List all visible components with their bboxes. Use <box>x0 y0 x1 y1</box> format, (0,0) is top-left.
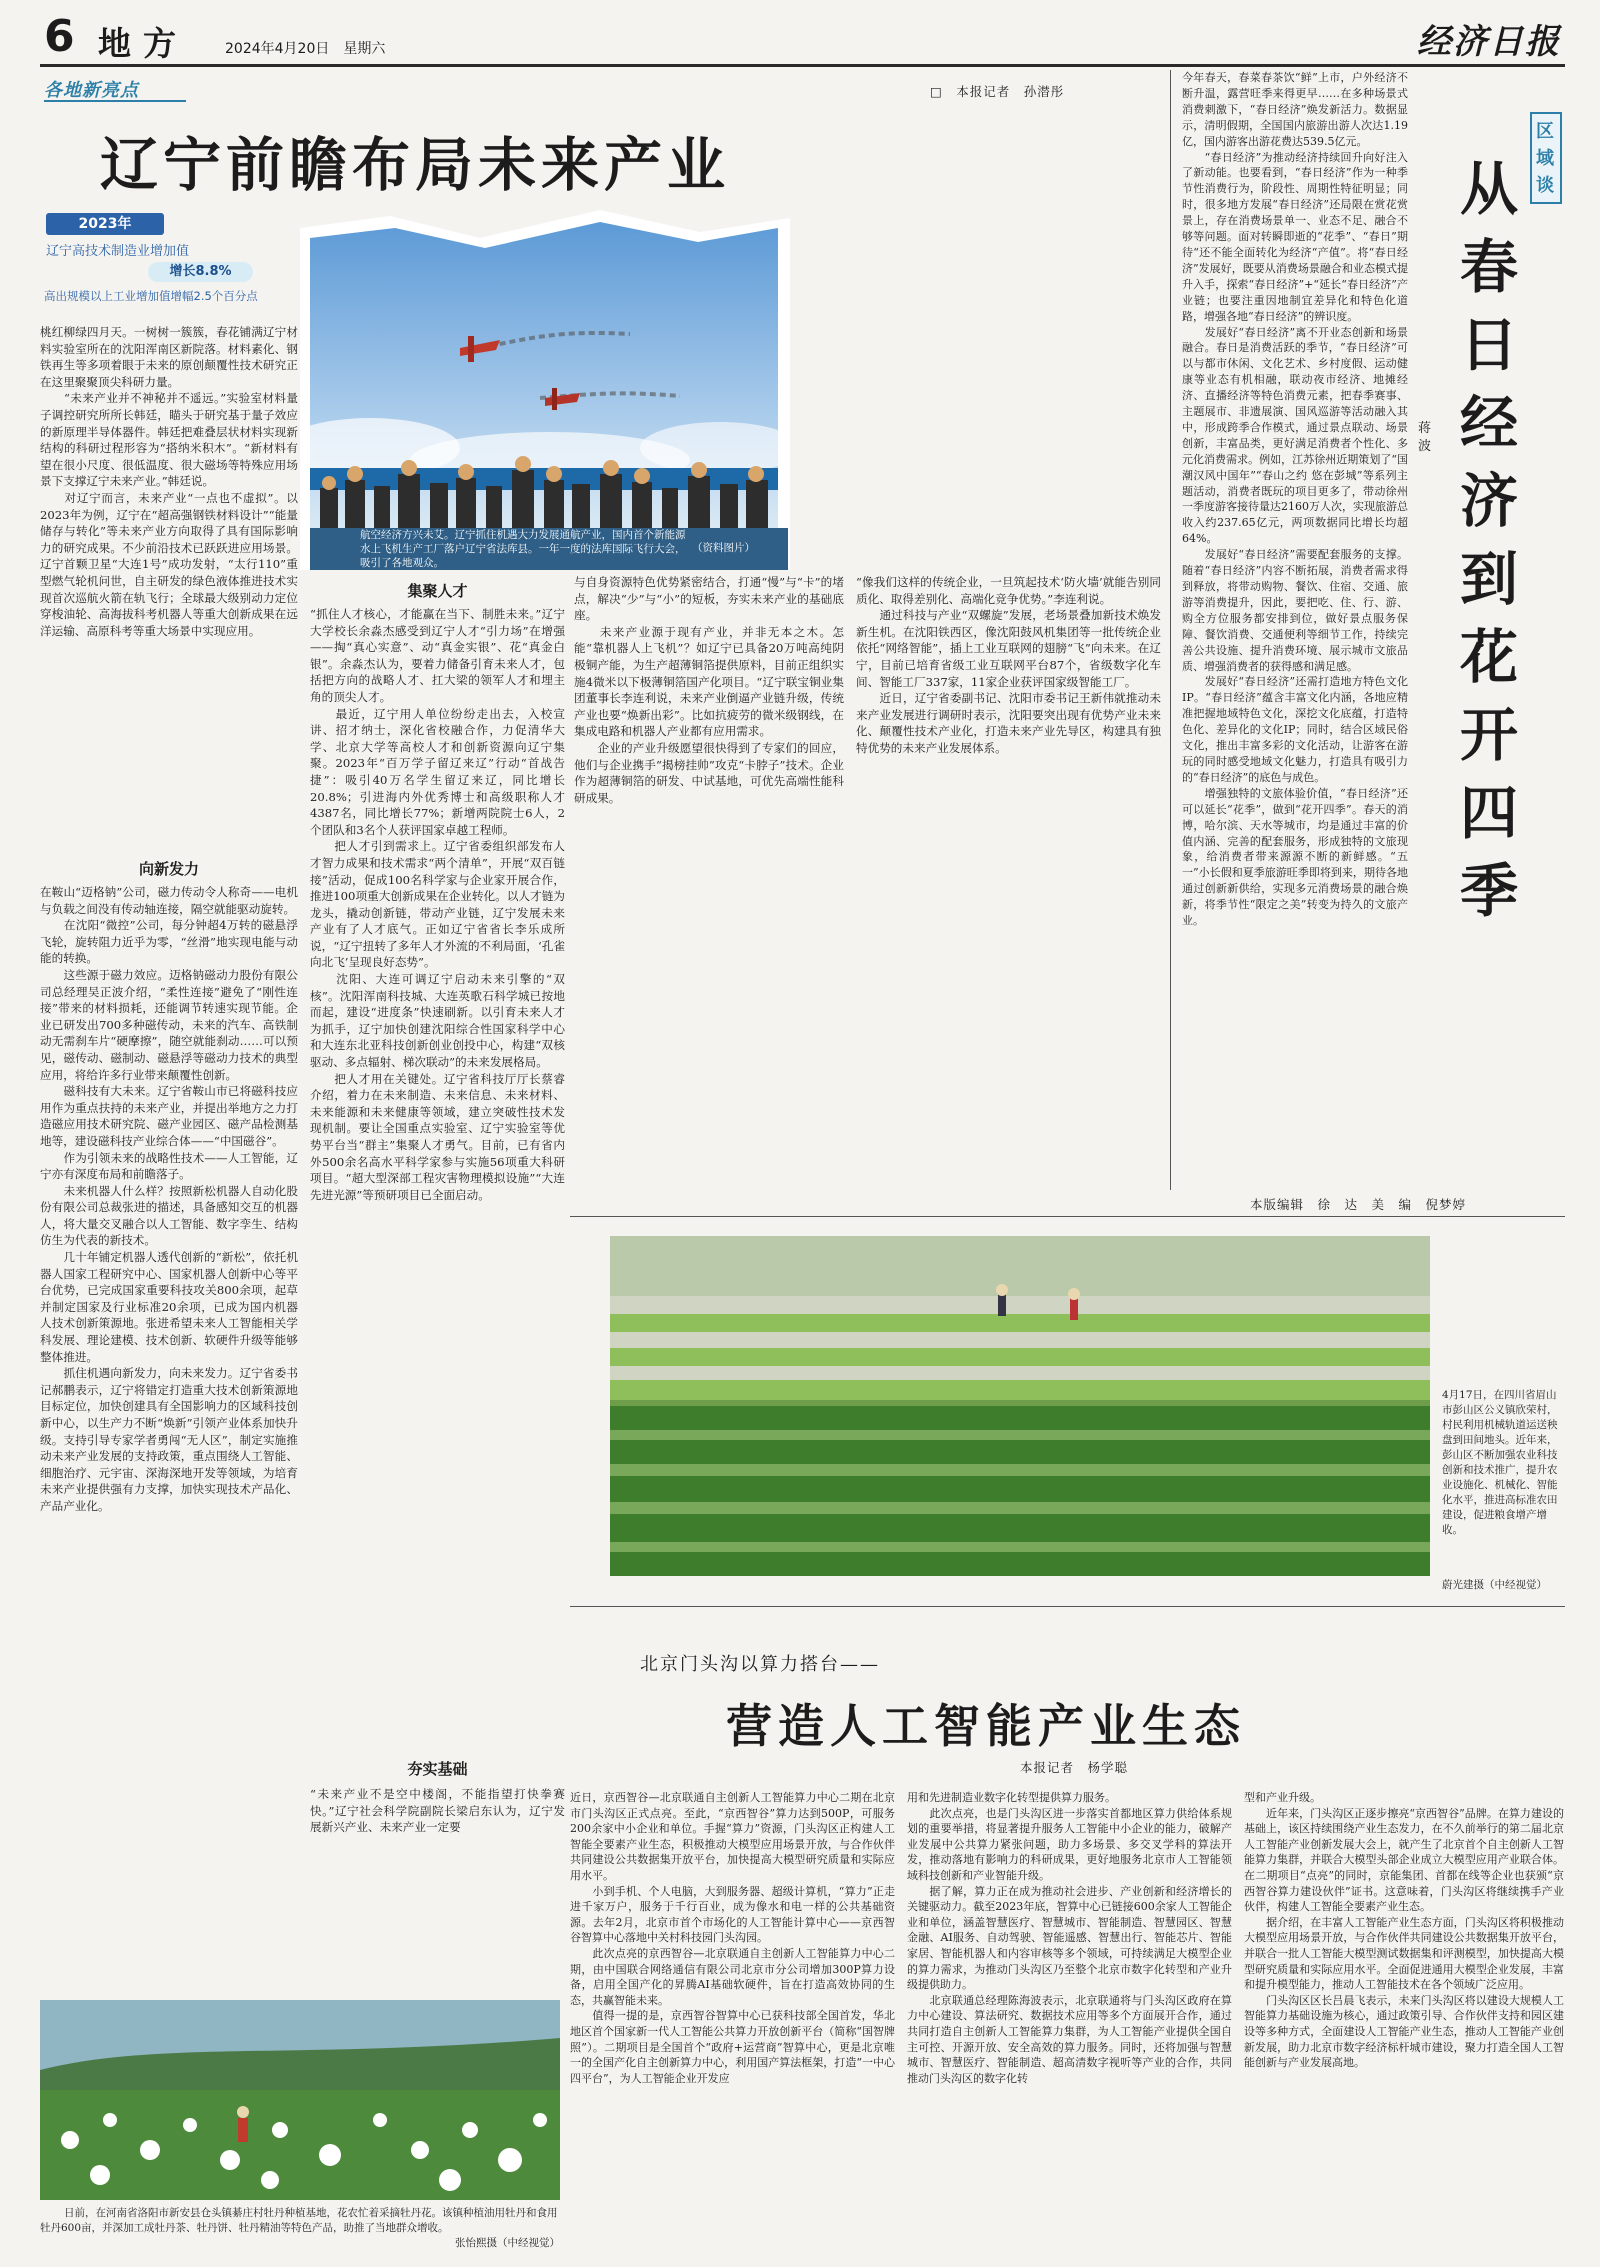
stat-growth-pill <box>148 262 253 282</box>
opinion-body: 今年春天，春菜春茶饮“鲜”上市，户外经济不断升温，露营旺季来得更早……在多种场景式消费刺激下，“春日经济”焕发新活力。数据显示，清明假期，全国国内旅游出游人次达1.19亿，国内游客出游花费达539.5亿元。 “春日经济”为推动经济持续回升向好注入了新动能。也要看到，“春日经济”作为一种季节性消费行为，阶段性、周期性特征明显；同时，很多地方发展“春日经济”还局限在赏花赏景上，存在消费场景单一、业态不足、融合不够等问题。面对转瞬即逝的“花季”、“春日”期待“还不能全面转化为经济“产值”。将“春日经济”发展好，既要从消费场景融合和业态模式提升入手，探索“春日经济”+“延长“春日经济”产业链；也要注重因地制宜差异化和特色化道路，增强各地“春日经济”的辨识度。 发展好“春日经济”离不开业态创新和场景融合。春日是消费活跃的季节，“春日经济”可以与都市休闲、文化艺术、乡村度假、运动健康等业态有机相融，联动夜市经济、地摊经济、直播经济等特色消费元素，把春季赛事、主题展市、非遗展演、国风巡游等活动融入其中，形成跨季合作模式，通过景点联动、场景创新，丰富品类，更好满足消费者个性化、多元化消费需求。例如，江苏徐州近期策划了“国潮汉风中国年”“春山之约 悠在彭城”等系列主题活动，消费者既玩的项目更多了，带动徐州一季度游客接待量达2160万人次，实现旅游总收入约237.65亿元，两项数据同比增长均超64%。 发展好“春日经济”需要配套服务的支撑。随着“春日经济”内容不断拓展，消费者需求得到释放，将带动购物、餐饮、住宿、交通、旅游等消费提升，因此，要把吃、住、行、游、购全方位服务都安排到位，做好景点服务保障、餐饮消费、交通便利等细节工作，持续完善公共设施、提升消费环境、展示城市文旅品质、增强消费者的获得感和满足感。 发展好“春日经济”还需打造地方特色文化IP。“春日经济”蕴含丰富文化内涵，各地应精准把握地域特色文化，深挖文化底蕴，打造特色化、差异化的文化IP；同时，结合区域民俗文化，推出丰富多彩的文化活动，让游客在游玩的同时感受地域文化魅力，打造具有吸引力的“春日经济”的底色与成色。 增强独特的文旅体验价值，“春日经济”还可以延长“花季”，做到“花开四季”。春天的消博，哈尔滨、天水等城市，均是通过丰富的价值内涵、完善的配套服务，形成独特的文旅现象，给消费者带来源源不断的新鲜感。“五一”小长假和夏季旅游旺季即将到来，期待各地通过创新新供给，实现多元消费场景的融合焕新，将季节性“限定之美”转变为持久的文旅产业。 <box>1182 71 1408 928</box>
peony-caption: 日前，在河南省洛阳市新安县仓头镇綦庄村牡丹种植基地，花农忙着采摘牡丹花。该镇种植油用牡丹和食用牡丹600亩，并深加工成牡丹茶、牡丹饼、牡丹精油等特色产品，助推了当地群众增收。 <box>40 2207 558 2234</box>
page-editors: 本版编辑 徐 达 美 编 倪梦婷 <box>1250 1197 1467 1212</box>
column-tag-label: 各地新亮点 <box>44 80 139 101</box>
opinion-divider <box>1170 70 1171 1190</box>
lead-column-2: “抓住人才核心，才能赢在当下、制胜未来。”辽宁大学校长余淼杰感受到辽宁人才“引力场”在增强——掏“真心实意”、动“真金实银”、花“真金白银”。余淼杰认为，要着力储备引育未来人才，包括把方向的战略人才、扛大梁的领军人才和埋主角的顶尖人才。 最近，辽宁用人单位纷纷走出去，入校宣讲、招才纳士，深化省校融合作，力促清华大学、北京大学等高校人才和创新资源向辽宁集聚。2023年“百万学子留辽来辽”行动“首战告捷”：吸引40万名学生留辽来辽，同比增长20.8%；引进海内外优秀博士和高级职称人才4387名，同比增长77%；新增两院院士6人，2个团队和3名个人获评国家卓越工程师。 把人才引到需求上。辽宁省委组织部发布人才智力成果和技术需求“两个清单”，开展“双百链接”活动，促成100名科学家与企业家开展合作，推进100项重大创新成果在企业转化。以人才链为龙头，撬动创新链，带动产业链，辽宁发展未来产业有了人才底气。正如辽宁省省长李乐成所说，“辽宁扭转了多年人才外流的不利局面，‘孔雀向北飞’呈现良好态势”。 沈阳、大连可调辽宁启动未来引擎的“双核”。沈阳浑南科技城、大连英歌石科学城已按地而起，建设“进度条”快速刷新。以引育未来人才为抓手，辽宁加快创建沈阳综合性国家科学中心和大连东北亚科技创新创业创投中心，构建“双核驱动、多点辐射、梯次联动”的未来发展格局。 把人才用在关键处。辽宁省科技厅厅长蔡睿介绍，着力在未来制造、未来信息、未来材料、未来能源和未来健康等领域，建立突破性技术发现机制。要让全国重点实验室、辽宁实验室等优势平台当“群主”集聚人才勇气。目前，已有省内外500余名高水平科学家参与实施56项重大科研项目。“超大型深部工程灾害物理模拟设施”“大连先进光源”等预研项目已全面启动。 <box>310 607 565 1202</box>
ai-top-rule <box>570 1606 1565 1607</box>
masthead-rule <box>40 64 1565 67</box>
farm-photo <box>610 1236 1430 1576</box>
column-tag <box>44 76 186 102</box>
masthead <box>40 11 1565 63</box>
lead-subhead-talent: 集聚人才 <box>407 582 468 600</box>
opinion-tag-label: 区域谈 <box>1536 121 1554 196</box>
stat-line-1: 辽宁高技术制造业增加值 <box>46 244 190 259</box>
ai-column-3: 型和产业升级。 近年来，门头沟区正逐步擦亮“京西智谷”品牌。在算力建设的基础上，该区持续围绕产业生态发力，在不久前举行的第二届北京人工智能产业创新发展大会上，就产生了北京首个自主创新人工智能算力集群，并联合大模型头部企业成立大模型应用产业联合体。在二期项目“点亮”的同时，京能集团、首都在线等企业也获颁“京西智谷算力建设伙伴”证书。这意味着，门头沟区将继续携手产业伙伴，构建人工智能全要素产业生态。 据介绍，在丰富人工智能产业生态方面，门头沟区将积极推动大模型应用场景开放，与合作伙伴共同建设公共数据集开放平台，并联合一批人工智能大模型测试数据集和评测模型，加快提高大模型研究质量和实际应用水平。全面促进通用大模型企业发展，丰富和提升模型能力，推动人工智能技术在各个领域广泛应用。 门头沟区区长吕晨飞表示，未来门头沟区将以建设大规模人工智能算力基础设施为核心，通过政策引导、合作伙伴支持和园区建设等多种方式，全面建设人工智能产业生态，推动人工智能产业创新发展，助力北京市数字经济标杆城市建设，聚力打造全国人工智能创新与产业发展高地。 <box>1244 1791 1564 2070</box>
lead-column-3: 与自身资源特色优势紧密结合，打通“慢”与“卡”的堵点，解决“少”与“小”的短板，夯实未来产业的基础底座。 未来产业源于现有产业，并非无本之木。怎能“靠机器人上飞机”？如辽宁已具备20万吨高纯阴极铜产能，为生产超薄铜箔提供原料，目前正组织实施4微米以下极薄铜箔国产化项目。“辽宁联宝铜业集团董事长李连利说，未来产业倒逼产业链升级，传统产业也要“焕新出彩”。比如抗疲劳的微米级钢线，在集成电路和机器人产业都有应用需求。 企业的产业升级愿望很快得到了专家们的回应，他们与企业携手“揭榜挂帅”攻克“卡脖子”技术。企业作为超薄铜箔的研发、中试基地，可优先高端性能科研成果。 <box>574 575 844 804</box>
ai-kicker: 北京门头沟以算力搭台—— <box>640 1654 880 1675</box>
ai-byline: 本报记者 杨学聪 <box>1020 1760 1129 1775</box>
lead-byline: □ 本报记者 孙潜彤 <box>930 84 1065 99</box>
section-name: 地方 <box>98 24 188 63</box>
ai-column-2: 用和先进制造业数字化转型提供算力服务。 此次点亮，也是门头沟区进一步落实首都地区算力供给体系规划的重要举措，将显著提升服务人工智能中小企业的能力，破解产业发展中公共算力紧张问题，助力多场景、多交叉学科的算法开发，推动落地有影响力的科研成果，更好地服务北京市人工智能领域科技创新和产业智能升级。 据了解，算力正在成为推动社会进步、产业创新和经济增长的关键驱动力。截至2023年底，智算中心已链接600余家人工智能企业和单位，涵盖智慧医疗、智慧城市、智能制造、智慧园区、智慧金融、AI服务、自动驾驶、智能遥感、智慧出行、智能芯片、智能家居、智能机器人和内容审核等多个领域，可持续满足大模型企业的算力需求，为推动门头沟区乃至整个北京市数字化转型和产业升级提供助力。 北京联通总经理陈海波表示，北京联通将与门头沟区政府在算力中心建设、算法研究、数据技术应用等多个方面展开合作，通过共同打造自主创新人工智能算力集群，为人工智能产业提供全国自主可控、开源开放、安全高效的算力服务。同时，还将加强与智慧城市、智慧医疗、智能制造、超高清数字视听等产业的合作，共同推动门头沟区的数字化转 <box>907 1791 1232 2085</box>
lead-column-2b: “未来产业不是空中楼阁，不能指望打快拳赛快。”辽宁社会科学院副院长梁启东认为，辽宁发展新兴产业、未来产业一定要 <box>310 1787 565 1835</box>
opinion-tag <box>1530 112 1562 204</box>
farm-caption: 4月17日，在四川省眉山市彭山区公义镇欣荣村，村民利用机械轨道运送秧盘到田间地头。近年来，彭山区不断加强农业科技创新和技术推广，提升农业设施化、机械化、智能化水平，推进高标准农田建设，促进粮食增产增收。 <box>1442 1389 1558 1536</box>
newspaper-logo: 经济日报 <box>1417 22 1561 62</box>
ai-headline: 营造人工智能产业生态 <box>726 1699 1246 1753</box>
peony-photo <box>40 2000 560 2200</box>
ai-column-1: 近日，京西智谷—北京联通自主创新人工智能算力中心二期在北京市门头沟区正式点亮。至此，“京西智谷”算力达到500P，可服务200余家中小企业和单位。手握“算力”资源，门头沟区正构建人工智能全要素产业生态，积极推动大模型应用场景开放，与合作伙伴共同建设公共数据集开放平台，加快提高大模型研究质量和实际应用水平。 小到手机、个人电脑，大到服务器、超级计算机，“算力”正走进千家万户，服务于千行百业，成为像水和电一样的公共基础资源。去年2月，北京市首个市场化的人工智能计算中心——京西智谷智算中心落地中关村科技园门头沟园。 此次点亮的京西智谷—北京联通自主创新人工智能算力中心二期，由中国联合网络通信有限公司北京市分公司增加300P算力设备，启用全国产化的昇腾AI基础软硬件，旨在打造高效协同的生态，共赢智能未来。 值得一提的是，京西智谷智算中心已获科技部全国首发，华北地区首个国家新一代人工智能公共算力开放创新平台（简称“国智牌照”）。二期项目是全国首个“政府+运营商”智算中心，更是北京唯一的全国产化自主创新算力中心，利用国产算法框架，打造“一中心四平台”，为人工智能企业开发应 <box>570 1791 895 2085</box>
airshow-illustration <box>300 198 790 570</box>
airshow-caption: 航空经济方兴未艾。辽宁抓住机遇大力发展通航产业，国内首个新能源水上飞机生产工厂落户辽宁省法库县。一年一度的法库国际飞行大会，吸引了各地观众。 <box>360 529 686 568</box>
lead-subhead-xiangxin: 向新发力 <box>138 860 199 878</box>
lead-headline: 辽宁前瞻布局未来产业 <box>100 131 731 199</box>
farm-credit: 蔚光建摄（中经视觉） <box>1442 1579 1547 1591</box>
airshow-credit: （资料图片） <box>692 542 755 554</box>
stat-infobox <box>40 208 295 318</box>
airshow-photo <box>300 198 790 570</box>
peony-credit: 张怡熙摄（中经视觉） <box>455 2237 560 2249</box>
page-number: 6 <box>44 11 75 62</box>
lead-column-1: 桃红柳绿四月天。一树树一簇簇，春花铺满辽宁材料实验室所在的沈阳浑南区新院落。材料素化、钢铁再生等多项着眼于未来的原创颠覆性技术研究正在这里聚聚顶尖科研力量。 “未来产业并不神秘并不遥远。”实验室材料量子调控研究所所长韩廷，瞄头于研究基于量子效应的新原理半导体器件。韩廷把难叠层状材料实现新结构的科研过程形容为“搭纳米积木”。“新材料有望在很小尺度、很低温度、很大磁场等特殊应用场景下支撑辽宁未来产业。”韩廷说。 对辽宁而言，未来产业“一点也不虚拟”。以2023年为例，辽宁在“超高强钢铁材料设计”“能量储存与转化”等未来产业方向取得了具有国际影响力的研究成果。不少前沿技术已跃跃进应用场景。辽宁首颗卫星“大连1号”成功发射，“太行110”重型燃气轮机问世，自主研发的绿色液体推进技术实现首次巡航火箭在轨飞行；全球最大级别动力定位穿梭油轮、高海拔科考机器人等重大创新成果在远洋运输、高原科考等重大场景中实现应用。 <box>40 325 298 638</box>
farmer-icon-3 <box>237 2106 249 2142</box>
farm-top-rule <box>570 1216 1565 1217</box>
lead-column-4: “像我们这样的传统企业，一旦筑起技术‘防火墙’就能告别同质化、取得差别化、高端化竞争优势。”李连利说。 通过科技与产业“双螺旋”发展，老场景叠加新技术焕发新生机。在沈阳铁西区，像沈阳鼓风机集团等一批传统企业依托“网络智能”，插上工业互联网的翅膀“飞”向未来。在辽宁，目前已培育省级工业互联网平台87个，省级数字化车间、智能工厂337家，11家企业获评国家级智能工厂。 近日，辽宁省委副书记、沈阳市委书记王新伟就推动未来产业发展进行调研时表示，沈阳要突出现有优势产业未来化、颠覆性技术产业化，打造未来产业先导区，构建具有独特优势的未来产业发展体系。 <box>856 575 1161 755</box>
lead-column-1b: 在鞍山“迈格钠”公司，磁力传动令人称奇——电机与负载之间没有传动轴连接，隔空就能驱动旋转。 在沈阳“微控”公司，每分钟超4万转的磁悬浮飞轮，旋转阻力近乎为零，“丝滑”地实现电能与动能的转换。 这些源于磁力效应。迈格钠磁动力股份有限公司总经理吴正波介绍，“柔性连接”避免了“刚性连接”带来的材料损耗，还能调节转速实现节能。企业已研发出700多种磁传动，未来的汽车、高铁制动无需刹车片“硬摩擦”，随空就能刹动……可以预见，磁传动、磁制动、磁悬浮等磁动力技术的典型应用，将给许多行业带来颠覆性创新。 磁科技有大未来。辽宁省鞍山市已将磁科技应用作为重点扶持的未来产业，并提出举地方之力打造磁应用技术研究院、磁产业园区、磁产品检测基地等，建设磁科技产业综合体——“中国磁谷”。 作为引领未来的战略性技术——人工智能，辽宁亦有深度布局和前瞻落子。 未来机器人什么样？按照新松机器人自动化股份有限公司总裁张进的描述，具备感知交互的机器人，将大量交叉融合以人工智能、数字孪生、结构仿生为代表的新技术。 几十年铺定机器人透代创新的“新松”，依托机器人国家工程研究中心、国家机器人创新中心等平台优势，已完成国家重要科技攻关800余项，起草并制定国家及行业标准20余项，已成为国内机器人技术创新策源地。张进希望未来人工智能相关学科发展、理论建模、技术创新、软硬件升级等能够整体推进。 抓住机遇向新发力，向未来发力。辽宁省委书记郝鹏表示，辽宁将错定打造重大技术创新策源地目标定位，加快创建具有全国影响力的区域科技创新中心，以生产力不断“焕新”引领产业体系加快升级。支持引导专家学者勇闯“无人区”，制定实施推动未来产业发展的支持政策，重点围绕人工智能、细胞治疗、元宇宙、深海深地开发等领域，为培育未来产业提供强有力支撑，加快实现技术产品化、产品产业化。 <box>40 885 298 1513</box>
stat-line-3: 高出规模以上工业增加值增幅2.5个百分点 <box>44 289 258 303</box>
issue-date: 2024年4月20日 星期六 <box>225 41 386 57</box>
stat-year: 2023年 <box>78 216 132 232</box>
rice-field-illustration <box>610 1236 1430 1576</box>
opinion-headline: 从春日经济到花开四季 <box>1459 155 1518 925</box>
stat-year-badge <box>46 213 164 235</box>
stat-line-2: 增长8.8% <box>169 264 232 279</box>
opinion-author: 蒋 波 <box>1418 421 1445 454</box>
lead-subhead-foundation: 夯实基础 <box>407 1760 468 1778</box>
peony-field-illustration <box>40 2000 560 2200</box>
